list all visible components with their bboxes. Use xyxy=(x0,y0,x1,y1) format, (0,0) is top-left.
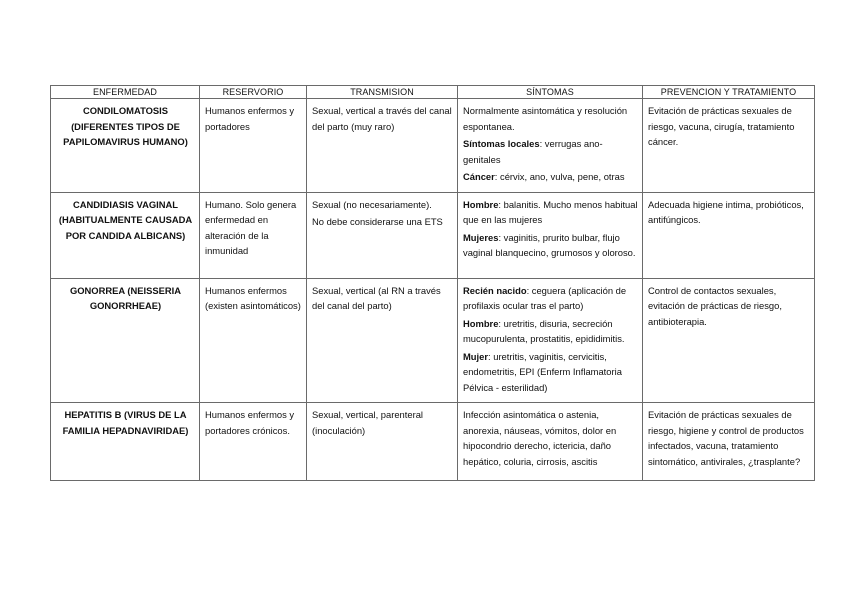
symptom-text: Normalmente asintomática y resolución espontanea. xyxy=(463,105,628,132)
symptom-label: Cáncer xyxy=(463,171,495,182)
cell-prevencion: Evitación de prácticas sexuales de riesgo, vacuna, cirugía, tratamiento cáncer. xyxy=(643,99,815,193)
cell-reservorio: Humanos enfermos y portadores crónicos. xyxy=(200,403,307,481)
header-enfermedad: ENFERMEDAD xyxy=(51,86,200,99)
symptom-entry xyxy=(463,197,638,228)
cell-sintomas xyxy=(458,99,643,193)
cell-prevencion: Evitación de prácticas sexuales de riesgo, higiene y control de productos infectados, vacuna, tratamiento sintomático, antivirales, ¿trasplante? xyxy=(643,403,815,481)
symptom-label: Síntomas locales xyxy=(463,138,540,149)
symptom-entry xyxy=(463,103,638,134)
symptom-entry xyxy=(463,283,638,314)
symptom-text: : ceguera (aplicación de profilaxis ocular tras el parto) xyxy=(463,284,627,311)
transmision-text: No debe considerarse una ETS xyxy=(312,216,443,227)
transmision-text: Sexual, vertical a través del canal del parto (muy raro) xyxy=(312,105,452,132)
table-row xyxy=(51,99,815,193)
cell-reservorio: Humanos enfermos y portadores xyxy=(200,99,307,193)
transmision-text: Sexual, vertical, parenteral (inoculación) xyxy=(312,409,423,436)
cell-transmision xyxy=(307,99,458,193)
symptom-entry xyxy=(463,230,638,261)
cell-transmision xyxy=(307,192,458,278)
cell-sintomas xyxy=(458,403,643,481)
cell-prevencion: Control de contactos sexuales, evitación de prácticas de riesgo, antibioterapia. xyxy=(643,278,815,403)
header-sintomas: SÍNTOMAS xyxy=(458,86,643,99)
symptom-label: Hombre xyxy=(463,317,499,329)
cell-reservorio: Humanos enfermos (existen asintomáticos) xyxy=(200,278,307,403)
symptom-entry xyxy=(463,169,638,185)
symptom-label: Recién nacido xyxy=(463,284,527,296)
header-prevencion: PREVENCION Y TRATAMIENTO xyxy=(643,86,815,99)
symptom-text: : uretritis, vaginitis, cervicitis, endometritis, EPI (Enferm Inflamatoria Pélvica - esterilidad) xyxy=(463,350,622,393)
symptom-text: : vaginitis, prurito bulbar, flujo vaginal blanquecino, grumosos y oloroso. xyxy=(463,231,636,258)
table-row xyxy=(51,192,815,278)
transmision-text: Sexual (no necesariamente). xyxy=(312,198,432,210)
symptom-entry xyxy=(463,407,638,469)
cell-sintomas xyxy=(458,192,643,278)
symptom-entry xyxy=(463,316,638,347)
cell-enfermedad: CANDIDIASIS VAGINAL (HABITUALMENTE CAUSADA POR CANDIDA ALBICANS) xyxy=(51,192,200,278)
cell-sintomas xyxy=(458,278,643,403)
cell-enfermedad: CONDILOMATOSIS (DIFERENTES TIPOS DE PAPILOMAVIRUS HUMANO) xyxy=(51,99,200,193)
table-row xyxy=(51,278,815,403)
cell-transmision xyxy=(307,278,458,403)
cell-reservorio: Humano. Solo genera enfermedad en alteración de la inmunidad xyxy=(200,192,307,278)
symptom-text: Infección asintomática o astenia, anorexia, náuseas, vómitos, dolor en hipocondrio derecho, ictericia, daño hepático, coluria, cirrosis, ascitis xyxy=(463,409,617,467)
symptom-text: : cérvix, ano, vulva, pene, otras xyxy=(494,171,625,182)
symptom-text: : verrugas ano-genitales xyxy=(463,138,603,165)
cell-transmision xyxy=(307,403,458,481)
symptom-text: : uretritis, disuria, secreción mucopurulenta, prostatitis, epididimitis. xyxy=(463,317,625,344)
cell-prevencion: Adecuada higiene intima, probióticos, antifúngicos. xyxy=(643,192,815,278)
header-reservorio: RESERVORIO xyxy=(200,86,307,99)
symptom-text: : balanitis. Mucho menos habitual que en las mujeres xyxy=(463,198,638,225)
symptom-label: Mujeres xyxy=(463,231,499,243)
cell-enfermedad: HEPATITIS B (VIRUS DE LA FAMILIA HEPADNAVIRIDAE) xyxy=(51,403,200,481)
cell-enfermedad: GONORREA (NEISSERIA GONORRHEAE) xyxy=(51,278,200,403)
header-transmision: TRANSMISION xyxy=(307,86,458,99)
symptom-label: Mujer xyxy=(463,350,489,362)
symptom-entry xyxy=(463,136,638,167)
table-row xyxy=(51,403,815,481)
transmision-text: Sexual, vertical (al RN a través del canal del parto) xyxy=(312,284,441,311)
std-table xyxy=(50,85,815,481)
symptom-label: Hombre xyxy=(463,198,499,210)
table-header-row xyxy=(51,86,815,99)
symptom-entry xyxy=(463,349,638,396)
